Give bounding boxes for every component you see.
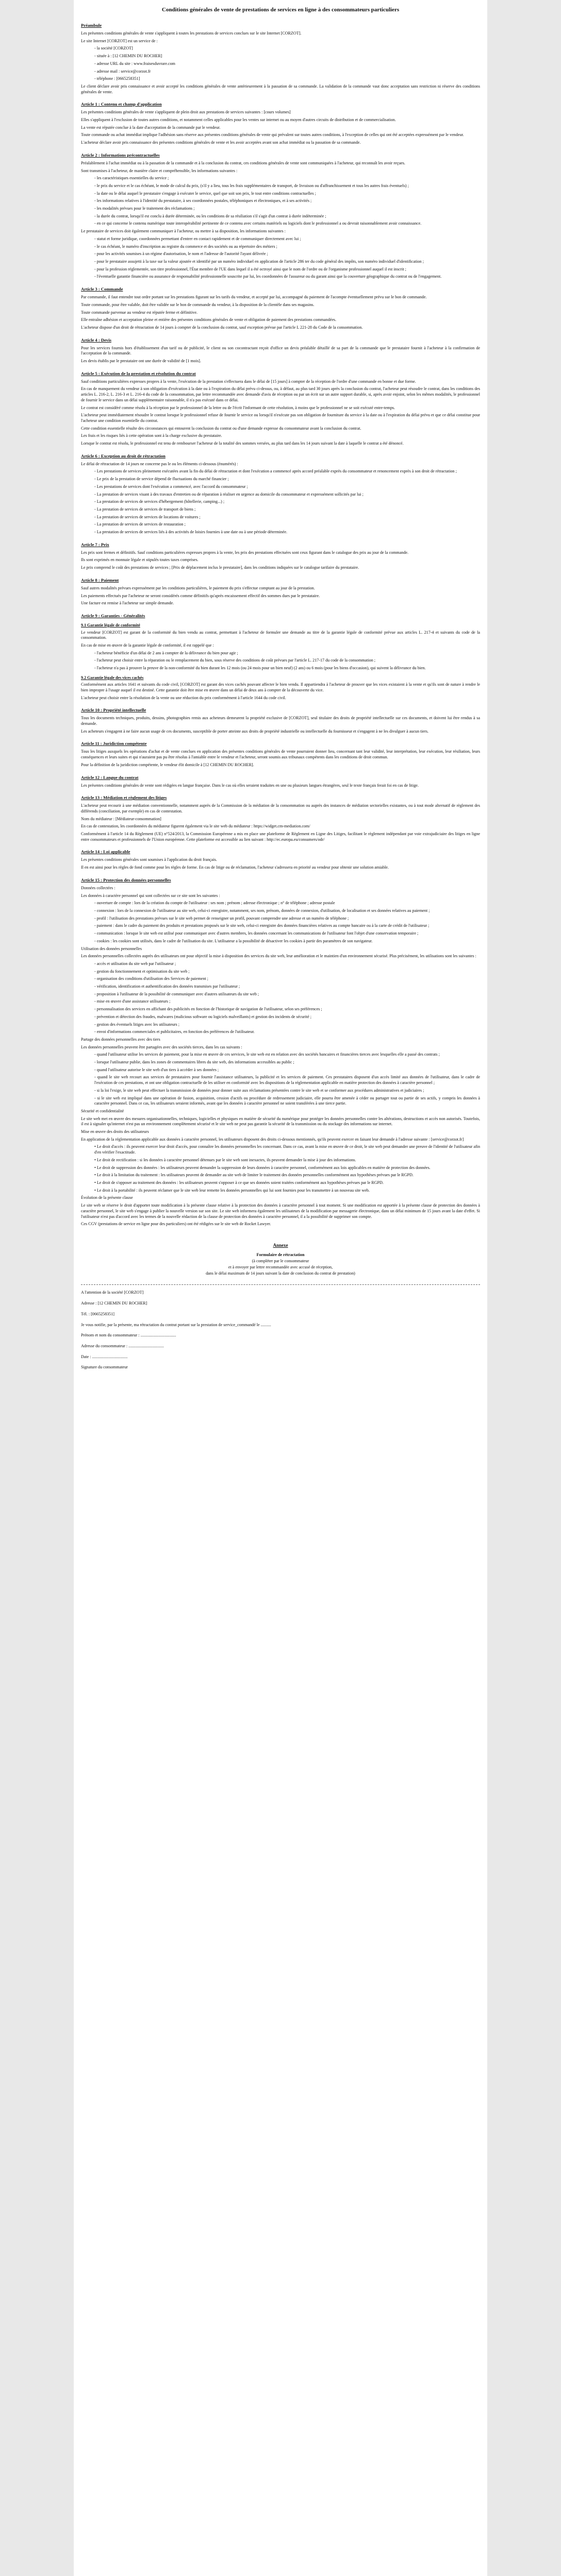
paragraph: Les présentes conditions générales sont soumises à l'application du droit français.: [81, 857, 217, 862]
paragraph: - pour la profession réglementée, son titre professionnel, l'État membre de l'UE dans lequel il a été octroyé ainsi que le nom de l'ordre ou de l'organisme professionnel auquel il est inscrit ;: [94, 266, 406, 272]
paragraph: - le prix du service et le cas échéant, le mode de calcul du prix, (s'il y a lieu, tous les frais supplémentaires de transport, de livraison ou d'affranchissement et tous les autres frais éventuels) ;: [94, 183, 409, 188]
subsection-heading: 9.1 Garantie légale de conformité: [81, 623, 140, 628]
subsection-heading: 9.2 Garantie légale des vices cachés: [81, 675, 144, 680]
paragraph: L'acheteur dispose d'un droit de rétractation de 14 jours à compter de la conclusion du contrat, sauf exception prévue par l'article L 221-28 du Code de la consommation.: [81, 325, 363, 330]
paragraph: - La prestation de services de services d'hébergement (hôtellerie, camping...) ;: [94, 499, 225, 504]
paragraph: Tous les litiges auxquels les opérations d'achat et de vente conclues en application des présentes conditions générales de vente pourraient donner lieu, concernant tant leur validité, leur interprétation, leur exécution, leur résiliation, leurs conséquences et leurs suites et qui n'auraient pas pu être résolus à l'amiable entre le vendeur et l'acheteur, seront soumis aux tribunaux compétents dans les conditions de droit commun.: [81, 749, 480, 760]
separator: [81, 1284, 480, 1285]
paragraph: - La prestation de services de services de transport de biens ;: [94, 506, 196, 512]
paragraph: Le délai de rétractation de 14 jours ne concerne pas le ou les éléments ci-dessous (énumérés) :: [81, 461, 238, 466]
section: [81, 578, 480, 606]
paragraph: Le contrat est considéré comme résolu à la réception par le professionnel de la lettre ou de l'écrit l'informant de cette résolution, à moins que le professionnel ne se soit exécuté entre-temps.: [81, 405, 395, 410]
section: [81, 542, 480, 571]
paragraph: - les informations relatives à l'identité du prestataire, à ses coordonnées postales, téléphoniques et électroniques, et à ses activités ;: [94, 198, 312, 204]
section-heading: Article 5 : Exécution de la prestation et résolution du contrat: [81, 370, 196, 376]
form-line: Tél. : [0665258351]: [81, 1311, 114, 1316]
section-heading: Article 7 : Prix: [81, 541, 109, 547]
paragraph: Préalablement à l'achat immédiat ou à la passation de la commande et à la conclusion du contrat, ces conditions générales de vente sont communiquées à l'acheteur, qui reconnaît les avoir reçues.: [81, 160, 405, 165]
annexe-title: Annexe: [273, 1242, 288, 1248]
paragraph: Les acheteurs s'engagent à ne faire aucun usage de ces documents, susceptible de porter atteinte aux droits de propriété industrielle ou intellectuelle du fournisseur et s'engagent à ne les divulguer à aucun tiers.: [81, 728, 429, 734]
paragraph: - gestion des éventuels litiges avec les utilisateurs ;: [94, 1022, 179, 1027]
paragraph: Elles s'appliquent à l'exclusion de toutes autres conditions, et notamment celles applicables pour les ventes sur internet ou au moyen d'autres circuits de distribution et de commercialisation.: [81, 117, 396, 123]
paragraph: Ils sont exprimés en monnaie légale et stipulés toutes taxes comprises.: [81, 557, 199, 563]
form-line: Prénom et nom du consommateur : ..................................: [81, 1333, 176, 1338]
paragraph: Le site web se réserve le droit d'apporter toute modification à la présente clause relative à la protection des données à caractère personnel à tout moment. Si une modification est apportée à la présente clause de protection des données à caractère personnel, le site web s'engage à publier la nouvelle version sur son site. Le site web informera également les utilisateurs de la modification par messagerie électronique, dans un délai minimum de 15 jours avant la date d'effet. Si l'utilisateur n'est pas d'accord avec les termes de la nouvelle rédaction de la clause de protection des données à caractère personnel, il a la possibilité de supprimer son compte.: [81, 1203, 480, 1219]
section: [81, 675, 480, 701]
paragraph: Les présentes conditions générales de vente s'appliquent de plein droit aux prestations de services suivantes : [cours volumes]: [81, 110, 291, 115]
paragraph: - profil : l'utilisation des prestations prévues sur le site web permet de renseigner un profil, pouvant comprendre une adresse et un numéro de téléphone ;: [94, 916, 349, 921]
paragraph: - prévention et détection des fraudes, malwares (malicious software ou logiciels malveillants) et gestion des incidents de sécurité ;: [94, 1014, 311, 1019]
paragraph: L'acheteur peut recourir à une médiation conventionnelle, notamment auprès de la Commission de la médiation de la consommation ou auprès des instances de médiation sectorielles existantes, ou à tout mode alternatif de règlement des différends (conciliation, par exemple) en cas de contestation.: [81, 803, 480, 814]
section-heading: Article 14 : Loi applicable: [81, 849, 130, 855]
paragraph: - vérification, identification et authentification des données transmises par l'utilisateur ;: [94, 984, 240, 989]
paragraph: - adresse URL du site : www.fraisesduvrare.com: [94, 61, 175, 66]
paragraph: Données collectées :: [81, 885, 116, 890]
paragraph: Les données personnelles peuvent être partagées avec des sociétés tierces, dans les cas suivants :: [81, 1044, 242, 1049]
paragraph: - les modalités prévues pour le traitement des réclamations ;: [94, 206, 195, 211]
paragraph: Conformément aux articles 1641 et suivants du code civil, [CORZOT] est garant des vices cachés pouvant affecter le bien vendu. Il appartiendra à l'acheteur de prouver que les vices existaient à la vente et qu'ils sont de nature à rendre le bien impropre à l'usage auquel il est destiné. Cette garantie doit être mise en œuvre dans un délai de deux ans à compter de la découverte du vice.: [81, 682, 480, 692]
paragraph: - mise en œuvre d'une assistance utilisateurs ;: [94, 999, 171, 1004]
form-line: Adresse du consommateur : ..................................: [81, 1343, 164, 1348]
paragraph: Le site Internet [CORZOT] est un service de :: [81, 38, 158, 43]
section-heading: Article 9 : Garanties - Généralités: [81, 613, 145, 618]
paragraph: Il en est ainsi pour les règles de fond comme pour les règles de forme. En cas de litige ou de réclamation, l'acheteur s'adressera en priorité au vendeur pour obtenir une solution amiable.: [81, 865, 389, 870]
paragraph: - lorsque l'utilisateur publie, dans les zones de commentaires libres du site web, des informations accessibles au public ;: [94, 1060, 294, 1065]
paragraph: L'acheteur déclare avoir pris connaissance des présentes conditions générales de vente et les avoir acceptées avant son achat immédiat ou la passation de sa commande.: [81, 140, 361, 145]
paragraph: Le client déclare avoir pris connaissance et avoir accepté les conditions générales de vente antérieurement à la passation de sa commande. La validation de la commande vaut donc acceptation sans restriction ni réserve des conditions générales de vente.: [81, 83, 480, 94]
paragraph: - si la loi l'exige, le site web peut effectuer la transmission de données pour donner suite aux réclamations présentées contre le site web et se conformer aux procédures administratives et judiciaires ;: [94, 1088, 424, 1093]
paragraph: - statut et forme juridique, coordonnées permettant d'entrer en contact rapidement et de communiquer directement avec lui ;: [94, 236, 301, 241]
section: [81, 707, 480, 734]
paragraph: - les caractéristiques essentielles du service ;: [94, 176, 169, 181]
paragraph: Pour les services fournis hors d'établissement d'un tarif ou de publicité, le client ou son cocontractant reçoit d'office un devis préalable détaillé de sa part de la commande que le prestataire fournit à l'acheteur à la confirmation de l'acceptation de la commande.: [81, 345, 480, 356]
paragraph: - quand l'utilisateur utilise les services de paiement, pour la mise en œuvre de ces services, le site web est en relation avec des sociétés bancaires et financières tierces avec lesquelles elle a passé des contrats ;: [94, 1052, 440, 1057]
paragraph: La vente est réputée conclue à la date d'acceptation de la commande par le vendeur.: [81, 125, 221, 130]
paragraph: Le prix comprend le coût des prestations de services ; [Prix de déplacement inclus le prestataire], dans les conditions indiquées sur le catalogue tarifaire du prestataire.: [81, 565, 359, 570]
paragraph: Ces CGV (prestations de service en ligne pour des particuliers) ont été rédigées sur le site web de Rocket Lawyer.: [81, 1222, 271, 1227]
paragraph: Tous les documents techniques, produits, dessins, photographies remis aux acheteurs demeurent la propriété exclusive de [CORZOT], seul titulaire des droits de propriété intellectuelle sur ces documents, et doivent lui être rendus à sa demande.: [81, 716, 480, 726]
paragraph: Toute commande ou achat immédiat implique l'adhésion sans réserve aux présentes conditions générales de vente qui prévalent sur toutes autres conditions, à l'exception de celles qui ont été acceptées expressément par le vendeur.: [81, 132, 464, 138]
section-heading: Article 4 : Devis: [81, 337, 111, 343]
paragraph: • Le droit d'accès : ils peuvent exercer leur droit d'accès, pour connaître les données personnelles les concernant. Dans ce cas, avant la mise en œuvre de ce droit, le site web peut demander une preuve de l'identité de l'utilisateur afin d'en vérifier l'exactitude.: [94, 1144, 480, 1155]
form-line: A l'attention de la société [CORZOT]: [81, 1290, 144, 1295]
section: [81, 453, 480, 535]
section-heading: Article 3 : Commande: [81, 286, 123, 292]
paragraph: - la société [CORZOT]: [94, 46, 133, 51]
form-line: Adresse : [12 CHEMIN DU ROCHER]: [81, 1301, 147, 1306]
paragraph: - paiement : dans le cadre du paiement des produits et prestations proposés sur le site web, celui-ci enregistre des données financières relatives au compte bancaire ou à la carte de crédit de l'utilisateur ;: [94, 923, 430, 928]
paragraph: - La prestation de services de services de restauration ;: [94, 522, 186, 527]
paragraph: • Le droit de suppression des données : les utilisateurs peuvent demander la suppression de leurs données à caractère personnel, conformément aux lois applicables en matière de protection des données.: [94, 1165, 431, 1170]
section: [81, 795, 480, 842]
paragraph: - cookies : les cookies sont utilisés, dans le cadre de l'utilisation du site. L'utilisateur a la possibilité de désactiver les cookies à partir des paramètres de son navigateur.: [94, 938, 373, 943]
paragraph: Évolution de la présente clause: [81, 1195, 133, 1200]
section: [81, 849, 480, 870]
paragraph: Sécurité et confidentialité: [81, 1108, 124, 1113]
paragraph: Pour la définition de la juridiction compétente, le vendeur élit domicile à [12 CHEMIN DU ROCHER].: [81, 762, 254, 767]
paragraph: - quand le site web recourt aux services de prestataires pour fournir l'assistance utilisateurs, la publicité et les services de paiement. Ces prestataires disposent d'un accès limité aux données de l'utilisateur, dans le cadre de l'exécution de ces prestations, et ont une obligation contractuelle de les utiliser en conformité avec les dispositions de la réglementation applicable en matière protection des données à caractère personnel ;: [94, 1075, 480, 1086]
paragraph: Les prix sont fermes et définitifs. Sauf conditions particulières expresses propres à la vente, les prix des prestations effectuées sont ceux figurant dans le catalogue des prix au jour de la commande.: [81, 550, 409, 555]
paragraph: - Les prestations de services dont l'exécution a commencé, avec l'accord du consommateur ;: [94, 484, 248, 489]
form-subtitle-2: et à envoyer par lettre recommandée avec accusé de réception,: [228, 1265, 333, 1270]
section: [81, 623, 480, 671]
section-heading: Article 15 : Protection des données personnelles: [81, 877, 171, 883]
paragraph: - l'acheteur n'a pas à prouver la preuve de la non-conformité du bien durant les 12 mois (ou 24 mois pour un bien neuf) (2 ans) ou 6 mois (pour les biens d'occasion), qui suivent la délivrance du bien.: [94, 666, 426, 671]
section: [81, 741, 480, 768]
paragraph: - Les prestations de services pleinement exécutées avant la fin du délai de rétractation et dont l'exécution a commencé après accord préalable exprès du consommateur et renoncement exprès à son droit de rétractation ;: [94, 469, 457, 474]
paragraph: Mise en œuvre des droits des utilisateurs: [81, 1129, 149, 1134]
paragraph: - la durée du contrat, lorsqu'il est conclu à durée déterminée, ou les conditions de sa résiliation s'il s'agit d'un contrat à durée indéterminée ;: [94, 213, 326, 218]
paragraph: Elle entraîne adhésion et acceptation pleine et entière des présentes conditions générales de vente et obligation de paiement des prestations commandées.: [81, 317, 337, 323]
form-subtitle-3: dans le délai maximum de 14 jours suivant la date de conclusion du contrat de prestation): [206, 1270, 355, 1276]
paragraph: - l'éventuelle garantie financière ou assurance de responsabilité professionnelle souscrite par lui, les coordonnées de l'assureur ou du garant ainsi que la couverture géographique du contrat ou de l'engagement.: [94, 274, 442, 279]
paragraph: • Le droit à la portabilité : ils peuvent réclamer que le site web leur remette les données personnelles qui lui sont fournies pour les transmettre à un nouveau site web.: [94, 1188, 370, 1193]
paragraph: Le vendeur [CORZOT] est garant de la conformité du bien vendu au contrat, permettant à l'acheteur de formuler une demande au titre de la garantie légale de conformité prévue aux articles L. 217-4 et suivants du code de la consommation.: [81, 630, 480, 640]
paragraph: - connexion : lors de la connexion de l'utilisateur au site web, celui-ci enregistre, notamment, ses nom, prénom, données de connexion, d'utilisation, de localisation et ses données relatives au paiement ;: [94, 908, 430, 913]
section: [81, 337, 480, 364]
paragraph: Les données à caractère personnel qui sont collectées sur ce site sont les suivantes :: [81, 893, 220, 898]
form-line: Je vous notifie, par la présente, ma rétractation du contrat portant sur la prestation de service_commandé le ..........: [81, 1322, 271, 1327]
paragraph: - si le site web est impliqué dans une opération de fusion, acquisition, cession d'actifs ou procédure de redressement judiciaire, elle pourra être amenée à céder ou partager tout ou partie de ses actifs, y compris les données à caractère personnel. Dans ce cas, les utilisateurs seraient informés, avant que les données à caractère personnel ne soient transférées à une tierce partie.: [94, 1095, 480, 1106]
paragraph: Les présentes conditions générales de vente s'appliquent à toutes les prestations de services conclues sur le site Internet [CORZOT].: [81, 31, 302, 36]
paragraph: - l'acheteur peut choisir entre la réparation ou le remplacement du bien, sous réserve des conditions de coût prévues par l'article L. 217-17 du code de la consommation ;: [94, 658, 376, 663]
paragraph: Toute commande parvenue au vendeur est réputée ferme et définitive.: [81, 310, 197, 315]
section-heading: Article 11 : Juridiction compétente: [81, 741, 147, 747]
paragraph: - Le prix de la prestation de service dépend de fluctuations du marché financier ;: [94, 477, 229, 482]
sections-container: [81, 23, 480, 1227]
paragraph: - située à : [12 CHEMIN DU ROCHER]: [94, 54, 162, 59]
section: [81, 286, 480, 331]
form-lines: [81, 1290, 480, 1370]
paragraph: Les paiements effectués par l'acheteur ne seront considérés comme définitifs qu'après encaissement effectif des sommes dues par le prestataire.: [81, 593, 320, 598]
paragraph: - communication : lorsque le site web est utilisé pour communiquer avec d'autres membres, les données concernant les communications de l'utilisateur font l'objet d'une conservation temporaire ;: [94, 931, 419, 936]
paragraph: - accès et utilisation du site web par l'utilisateur ;: [94, 961, 176, 966]
document-title: Conditions générales de vente de prestations de services en ligne à des consommateurs particuliers: [161, 7, 400, 13]
paragraph: Les devis établis par le prestataire ont une durée de validité de [1 mois].: [81, 359, 201, 364]
document-body: [74, 0, 487, 1370]
section: [81, 371, 480, 447]
paragraph: Les présentes conditions générales de vente sont rédigées en langue française. Dans le cas où elles seraient traduites en une ou plusieurs langues étrangères, seul le texte français ferait foi en cas de litige.: [81, 783, 419, 788]
paragraph: - ouverture de compte : lors de la création du compte de l'utilisateur : ses nom ; prénom ; adresse électronique ; n° de téléphone ; adresse postale: [94, 901, 335, 906]
paragraph: Les données personnelles collectées auprès des utilisateurs ont pour objectif la mise à disposition des services du site web, leur amélioration et le maintien d'un environnement sécurisé. Plus précisément, les utilisations sont les suivantes :: [81, 954, 476, 959]
paragraph: Toute commande, pour être valable, doit être validée sur le bon de commande du vendeur, à la disposition de la clientèle dans ses magasins.: [81, 302, 315, 307]
section-heading: Article 8 : Paiement: [81, 577, 119, 583]
paragraph: Le site web met en œuvre des mesures organisationnelles, techniques, logicielles et physiques en matière de sécurité du numérique pour protéger les données personnelles contre les altérations, destructions et accès non autorisés. Toutefois, il est à signaler qu'internet n'est pas un environnement complètement sécurisé et le site web ne peut pas garantir la sécurité de la transmission ou du stockage des informations sur internet.: [81, 1116, 480, 1127]
section-heading: Article 12 : Langue du contrat: [81, 774, 139, 780]
paragraph: - envoi d'informations commerciales et publicitaires, en fonction des préférences de l'utilisateur.: [94, 1029, 255, 1035]
paragraph: Nom du médiateur : [Médiateur-consommation]: [81, 816, 161, 821]
annexe: [81, 1243, 480, 1370]
section-heading: Article 10 : Propriété intellectuelle: [81, 707, 146, 713]
paragraph: - organisation des conditions d'utilisation des Services de paiement ;: [94, 976, 208, 981]
paragraph: - en ce qui concerne le contenu numérique toute interopérabilité pertinente de ce contenu avec certains matériels ou logiciels dont le professionnel a ou devrait raisonnablement avoir connaissance.: [94, 221, 422, 226]
section: [81, 23, 480, 95]
section: [81, 775, 480, 789]
paragraph: Une facture est remise à l'acheteur sur simple demande.: [81, 601, 174, 606]
paragraph: Lorsque le contrat est résolu, le professionnel est tenu de rembourser l'acheteur de la totalité des sommes versées, au plus tard dans les 14 jours suivant la date à laquelle le contrat a été dénoncé.: [81, 441, 404, 446]
paragraph: - la date ou le délai auquel le prestataire s'engage à exécuter le service, quel que soit son prix, le tout entre conditions contractuelles ;: [94, 191, 316, 196]
form-title: Formulaire de rétractation: [256, 1252, 305, 1257]
section-heading: Article 2 : Informations précontractuelles: [81, 152, 160, 158]
section: [81, 877, 480, 1227]
paragraph: - La prestation de services de services liés à des activités de loisirs fournies à une date ou à une période déterminée.: [94, 530, 287, 535]
form-line: Signature du consommateur: [81, 1365, 128, 1370]
paragraph: • Le droit de rectification : si les données à caractère personnel détenues par le site web sont inexactes, ils peuvent demander la mise à jour des informations.: [94, 1157, 356, 1162]
section: [81, 101, 480, 146]
paragraph: - pour le prestataire assujetti à la taxe sur la valeur ajoutée et identifié par un numéro individuel en application de l'article 286 ter du code général des impôts, son numéro individuel d'identification ;: [94, 259, 424, 264]
paragraph: - proposition à l'utilisateur de la possibilité de communiquer avec d'autres utilisateurs du site web ;: [94, 991, 259, 996]
paragraph: - gestion du fonctionnement et optimisation du site web ;: [94, 969, 190, 974]
paragraph: Sauf autres modalités prévues expressément par les conditions particulières, le paiement du prix s'effectue comptant au jour de la prestation.: [81, 585, 315, 590]
paragraph: - l'acheteur bénéficie d'un délai de 2 ans à compter de la délivrance du bien pour agir ;: [94, 650, 238, 655]
paragraph: Conformément à l'article 14 du Règlement (UE) n°524/2013, la Commission Européenne a mis en place une plateforme de Règlement en Ligne des Litiges, facilitant le règlement indépendant par voie extrajudiciaire des litiges en ligne entre consommateurs et professionnels de l'Union européenne. Cette plateforme est accessible au lien suivant : http://ec.europa.eu/consumers/odr/: [81, 832, 480, 842]
paragraph: Utilisation des données personnelles: [81, 946, 142, 951]
paragraph: Cette condition essentielle résulte des circonstances qui entourent la conclusion du contrat ou d'une demande expresse du consommateur avant la conclusion du contrat.: [81, 426, 361, 431]
paragraph: Par commande, il faut entendre tout ordre portant sur les prestations figurant sur les tarifs du vendeur, et accepté par lui, accompagné du paiement de l'acompte éventuellement prévu sur le bon de commande.: [81, 295, 427, 300]
paragraph: Partage des données personnelles avec des tiers: [81, 1037, 160, 1042]
paragraph: Sont transmises à l'acheteur, de manière claire et compréhensible, les informations suivantes :: [81, 168, 238, 173]
paragraph: - adresse mail : service@corzot.fr: [94, 69, 151, 74]
paragraph: - pour les activités soumises à un régime d'autorisation, le nom et l'adresse de l'autorité l'ayant délivrée ;: [94, 251, 268, 257]
paragraph: • Le droit de s'opposer au traitement des données : les utilisateurs peuvent s'opposer à ce que ses données soient traitées conformément aux hypothèses prévues par le RGPD.: [94, 1180, 384, 1185]
paragraph: • Le droit à la limitation du traitement : les utilisateurs peuvent de demander au site web de limiter le traitement des données personnelles conformément aux hypothèses prévues par le RGPD.: [94, 1173, 414, 1178]
paragraph: - le cas échéant, le numéro d'inscription au registre du commerce et des sociétés ou au répertoire des métiers ;: [94, 244, 277, 249]
section: [81, 152, 480, 280]
paragraph: - personnalisation des services en affichant des publicités en fonction de l'historique de navigation de l'utilisateur, selon ses préférences ;: [94, 1007, 322, 1012]
paragraph: - quand l'utilisateur autorise le site web d'un tiers à accéder à ses données ;: [94, 1067, 219, 1072]
section-heading: Article 13 : Médiation et règlement des litiges: [81, 795, 167, 801]
paragraph: - La prestation de services de services de locations de voitures ;: [94, 514, 201, 519]
paragraph: - La prestation de services visant à des travaux d'entretien ou de réparation à réaliser en urgence au domicile du consommateur et expressément sollicités par lui ;: [94, 492, 364, 497]
paragraph: Les frais et les risques liés à cette opération sont à la charge exclusive du prestataire.: [81, 433, 222, 438]
paragraph: Sauf conditions particulières expresses propres à la vente, l'exécution de la prestation s'effectuera dans le délai de [15 jours] à compter de la réception de l'ordre d'une commande en bonne et due forme.: [81, 379, 416, 384]
section-heading: Article 6 : Exception au droit de rétractation: [81, 453, 166, 459]
paragraph: L'acheteur peut immédiatement résoudre le contrat lorsque le professionnel refuse de fournir le service ou lorsqu'il n'exécute pas son obligation de fourniture du service à la date ou à l'expiration du délai prévu et que ce délai constitue pour l'acheteur une condition essentielle du contrat.: [81, 413, 480, 423]
paragraph: - téléphone : [0665258351]: [94, 76, 140, 81]
form-line: Date : ..................................: [81, 1354, 128, 1359]
section-heading: Article 1 : Contenu et champ d'application: [81, 101, 162, 107]
paragraph: L'acheteur peut choisir entre la résolution de la vente ou une réduction du prix conformément à l'article 1644 du code civil.: [81, 695, 286, 700]
paragraph: Le prestataire de services doit également communiquer à l'acheteur, ou mettre à sa disposition, les informations suivantes :: [81, 229, 286, 234]
paragraph: En cas de manquement du vendeur à son obligation d'exécution à la date ou à l'expiration du délai prévu ci-dessus, ou, à défaut, au plus tard 30 jours après la conclusion du contrat, l'acheteur peut résoudre le contrat, dans les conditions des articles L. 216-2, L. 216-3 et L. 216-4 du code de la consommation, par lettre recommandée avec demande d'avis de réception ou par un écrit sur un autre support durable, si, après avoir enjoint, selon les mêmes modalités, le professionnel de fournir le service dans un délai supplémentaire raisonnable, il n'a pas exécuté dans ce délai.: [81, 386, 480, 402]
paragraph: En application de la réglementation applicable aux données à caractère personnel, les utilisateurs disposent des droits ci-dessous mentionnés, qu'ils peuvent exercer en faisant leur demande à l'adresse suivante : [service@corzot.fr]: [81, 1137, 464, 1142]
section-heading: Préambule: [81, 23, 102, 28]
form-subtitle-1: (à compléter par le consommateur: [252, 1259, 309, 1264]
document-page: [74, 0, 487, 2576]
paragraph: En cas de mise en œuvre de la garantie légale de conformité, il est rappelé que :: [81, 642, 214, 648]
paragraph: En cas de contestation, les coordonnées du médiateur figurent également via le site web du médiateur : https://widget.cm-mediation.com/: [81, 824, 310, 829]
section: [81, 613, 480, 619]
